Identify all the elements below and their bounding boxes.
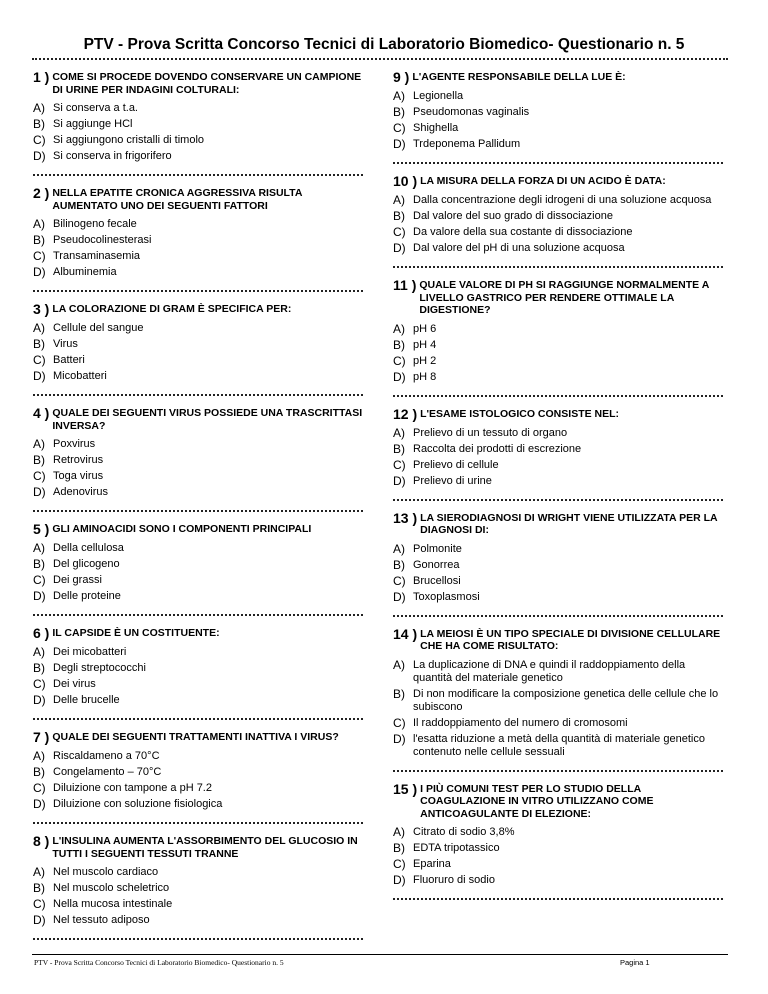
answer-option (33, 882, 363, 895)
answer-option (33, 266, 363, 279)
answer-option (393, 688, 723, 714)
answer-text: Prelievo di urine (413, 474, 492, 487)
question-text: LA MEIOSI È UN TIPO SPECIALE DI DIVISIONE CELLULARE CHE HA COME RISULTATO: (420, 627, 721, 652)
answer-option (393, 122, 723, 135)
answer-letter: A) (33, 645, 45, 659)
answer-option (393, 242, 723, 255)
answer-list (33, 542, 363, 603)
answer-letter: A) (33, 321, 45, 335)
answer-option (393, 717, 723, 730)
answer-letter: B) (33, 117, 45, 131)
answer-text: Delle proteine (53, 590, 121, 602)
question-block (393, 66, 723, 164)
answer-letter: A) (393, 89, 405, 103)
answer-letter: D) (393, 473, 406, 488)
answer-option (393, 427, 723, 440)
question-text: COME SI PROCEDE DOVENDO CONSERVARE UN CAMPIONE DI URINE PER INDAGINI COLTURALI: (52, 71, 362, 96)
answer-letter: C) (393, 353, 406, 368)
question-header (393, 70, 723, 84)
answer-letter: D) (393, 137, 406, 151)
answer-option (33, 470, 363, 483)
answer-letter: D) (33, 369, 46, 383)
question-block (393, 778, 723, 901)
question-block (33, 622, 363, 720)
answer-letter: C) (393, 573, 406, 588)
answer-text: Il raddoppiamento del numero di cromosomi (413, 716, 628, 729)
answer-text: Fluoruro di sodio (413, 874, 495, 886)
question-number: 7 ) (33, 729, 50, 745)
answer-letter: C) (393, 457, 406, 472)
answer-option (393, 575, 723, 588)
answer-text: Citrato di sodio 3,8% (413, 826, 515, 838)
answer-text: Dei virus (53, 678, 96, 690)
question-text: LA COLORAZIONE DI GRAM È SPECIFICA PER: (52, 303, 292, 315)
question-text: LA MISURA DELLA FORZA DI UN ACIDO È DATA: (420, 175, 666, 187)
answer-option (393, 323, 723, 336)
answer-text: pH 8 (413, 370, 437, 383)
question-text: LA SIERODIAGNOSI DI WRIGHT VIENE UTILIZZATA PER LA DIAGNOSI DI: (420, 511, 718, 536)
answer-option (393, 733, 723, 759)
answer-letter: D) (393, 873, 406, 887)
question-text: L'INSULINA AUMENTA L'ASSORBIMENTO DEL GLUCOSIO IN TUTTI I SEGUENTI TESSUTI TRANNE (52, 835, 358, 860)
answer-option (33, 218, 363, 231)
answer-option (33, 542, 363, 555)
question-number: 6 ) (33, 625, 50, 641)
answer-list (33, 750, 363, 811)
page-title: PTV - Prova Scritta Concorso Tecnici di Laboratorio Biomedico- Questionario n. 5 (83, 36, 685, 53)
answer-text: Retrovirus (53, 454, 104, 466)
question-header (33, 626, 363, 640)
answer-option (393, 874, 723, 887)
answer-letter: D) (33, 913, 46, 927)
question-header (33, 730, 363, 744)
right-column (393, 66, 723, 906)
answer-option (33, 898, 363, 911)
answer-text: Della cellulosa (53, 542, 124, 554)
answer-option (33, 486, 363, 499)
answer-option (393, 543, 723, 556)
question-header (393, 782, 723, 821)
question-block (33, 518, 363, 616)
page-number: Pagina 1 (620, 958, 650, 967)
answer-option (33, 118, 363, 131)
answer-letter: A) (393, 825, 405, 839)
answer-option (393, 226, 723, 239)
answer-text: Cellule del sangue (53, 322, 144, 334)
question-text: QUALE DEI SEGUENTI VIRUS POSSIEDE UNA TRASCRITTASI INVERSA? (52, 407, 363, 432)
answer-letter: A) (393, 541, 405, 556)
answer-text: Poxvirus (53, 438, 96, 450)
footer-divider (32, 954, 728, 955)
answer-letter: A) (393, 425, 405, 440)
answer-letter: C) (393, 715, 406, 730)
footer-title: PTV - Prova Scritta Concorso Tecnici di Laboratorio Biomedico- Questionario n. 5 (34, 958, 284, 967)
answer-text: Brucellosi (413, 574, 461, 587)
question-number: 1 ) (33, 69, 50, 85)
question-text: IL CAPSIDE È UN COSTITUENTE: (52, 627, 220, 639)
answer-letter: B) (393, 841, 405, 855)
answer-text: La duplicazione di DNA e quindi il raddoppiamento della quantità del materiale genetico (413, 658, 686, 684)
answer-text: Adenovirus (53, 486, 109, 498)
question-number: 10 ) (393, 173, 418, 189)
answer-letter: A) (33, 749, 45, 763)
question-header (393, 627, 723, 653)
answer-letter: C) (393, 121, 406, 135)
answer-option (33, 322, 363, 335)
question-text: QUALE DEI SEGUENTI TRATTAMENTI INATTIVA I VIRUS? (52, 731, 339, 743)
question-header (393, 278, 723, 317)
answer-text: Trdeponema Pallidum (413, 138, 521, 150)
answer-text: Si conserva a t.a. (53, 102, 138, 114)
answer-list (33, 102, 363, 163)
answer-option (393, 210, 723, 223)
answer-letter: C) (33, 677, 46, 691)
answer-option (393, 459, 723, 472)
answer-option (33, 250, 363, 263)
answer-text: Bilinogeno fecale (53, 218, 137, 230)
question-block (33, 726, 363, 824)
answer-text: Prelievo di un tessuto di organo (413, 426, 568, 439)
answer-text: Nel tessuto adiposo (53, 914, 150, 926)
answer-letter: C) (33, 897, 46, 911)
question-number: 13 ) (393, 509, 418, 526)
answer-option (393, 858, 723, 871)
answer-letter: D) (393, 731, 406, 746)
answer-letter: D) (33, 693, 46, 707)
question-number: 8 ) (33, 833, 50, 849)
answer-option (33, 454, 363, 467)
answer-list (33, 866, 363, 927)
question-header (33, 834, 363, 860)
answer-text: Si aggiungono cristalli di timolo (53, 134, 205, 146)
question-text: QUALE VALORE DI PH SI RAGGIUNGE NORMALMENTE A LIVELLO GASTRICO PER RENDERE OTTIMALE LA DIGESTIONE? (419, 279, 709, 316)
answer-letter: D) (33, 149, 46, 163)
question-block (393, 623, 723, 772)
answer-text: Da valore della sua costante di dissociazione (413, 226, 633, 238)
answer-text: Gonorrea (413, 558, 460, 571)
answer-text: EDTA tripotassico (413, 842, 500, 854)
answer-text: Micobatteri (53, 370, 107, 382)
answer-list (393, 90, 723, 151)
answer-text: Dal valore del pH di una soluzione acquosa (413, 242, 625, 254)
answer-letter: A) (33, 101, 45, 115)
answer-option (33, 134, 363, 147)
answer-option (33, 678, 363, 691)
question-header (33, 522, 363, 536)
question-number: 15 ) (393, 780, 418, 797)
question-block (33, 830, 363, 940)
question-header (393, 407, 723, 421)
answer-option (393, 106, 723, 119)
answer-letter: B) (33, 881, 45, 895)
answer-option (33, 574, 363, 587)
answer-text: Nel muscolo scheletrico (53, 882, 170, 894)
left-column (33, 66, 363, 946)
question-text: I PIÙ COMUNI TEST PER LO STUDIO DELLA COAGULAZIONE IN VITRO UTILIZZANO COME ANTICOAGULANTE DI ELEZIONE: (420, 782, 654, 820)
answer-list (393, 543, 723, 604)
answer-letter: A) (393, 321, 405, 336)
answer-text: Congelamento – 70°C (53, 766, 162, 778)
answer-letter: D) (393, 589, 406, 604)
answer-text: Toga virus (53, 470, 104, 482)
answer-letter: C) (33, 469, 46, 483)
answer-option (33, 558, 363, 571)
answer-letter: A) (33, 217, 45, 231)
answer-letter: C) (33, 133, 46, 147)
answer-letter: B) (393, 557, 405, 572)
answer-option (33, 662, 363, 675)
answer-letter: B) (33, 765, 45, 779)
answer-option (33, 438, 363, 451)
answer-text: Degli streptococchi (53, 662, 146, 674)
answer-letter: A) (393, 657, 405, 672)
answer-option (393, 355, 723, 368)
question-number: 9 ) (393, 69, 410, 85)
question-number: 12 ) (393, 405, 418, 422)
answer-letter: A) (393, 193, 405, 207)
answer-text: Dei micobatteri (53, 646, 127, 658)
question-number: 5 ) (33, 521, 50, 537)
answer-letter: D) (33, 589, 46, 603)
answer-text: Riscaldameno a 70°C (53, 750, 160, 762)
answer-text: Delle brucelle (53, 694, 120, 706)
answer-option (393, 90, 723, 103)
answer-option (33, 798, 363, 811)
answer-text: Di non modificare la composizione genetica delle cellule che lo subiscono (413, 687, 719, 713)
question-text: L'ESAME ISTOLOGICO CONSISTE NEL: (420, 407, 620, 420)
answer-letter: D) (393, 241, 406, 255)
answer-text: Dalla concentrazione degli idrogeni di una soluzione acquosa (413, 194, 712, 206)
question-block (33, 66, 363, 176)
answer-text: Virus (53, 338, 78, 350)
answer-letter: B) (33, 453, 45, 467)
answer-option (33, 150, 363, 163)
question-text: GLI AMINOACIDI SONO I COMPONENTI PRINCIPALI (52, 523, 312, 535)
answer-text: pH 4 (413, 338, 437, 351)
question-header (393, 511, 723, 537)
answer-text: Del glicogeno (53, 558, 120, 570)
answer-option (393, 194, 723, 207)
answer-list (393, 659, 723, 759)
answer-option (393, 138, 723, 151)
answer-text: Legionella (413, 90, 464, 102)
answer-letter: B) (33, 557, 45, 571)
answer-letter: C) (33, 249, 46, 263)
answer-letter: C) (33, 573, 46, 587)
answer-option (33, 338, 363, 351)
answer-text: Eparina (413, 858, 451, 870)
question-block (393, 170, 723, 268)
answer-text: Nella mucosa intestinale (53, 898, 173, 910)
answer-letter: B) (393, 686, 405, 701)
answer-option (393, 591, 723, 604)
answer-list (33, 218, 363, 279)
question-number: 2 ) (33, 185, 50, 201)
question-block (393, 274, 723, 397)
answer-letter: B) (393, 209, 405, 223)
answer-letter: C) (393, 857, 406, 871)
question-block (393, 507, 723, 617)
answer-option (33, 766, 363, 779)
answer-list (393, 826, 723, 887)
answer-option (33, 914, 363, 927)
answer-text: Si conserva in frigorifero (53, 150, 172, 162)
question-block (33, 402, 363, 512)
answer-letter: D) (33, 485, 46, 499)
question-header (33, 186, 363, 212)
answer-option (393, 371, 723, 384)
answer-text: Dal valore del suo grado di dissociazione (413, 210, 613, 222)
answer-text: l'esatta riduzione a metà della quantità di materiale genetico contenuto nelle cellule sessuali (413, 732, 705, 758)
answer-option (33, 102, 363, 115)
answer-list (393, 194, 723, 255)
answer-text: Pseudocolinesterasi (53, 234, 152, 246)
question-block (33, 182, 363, 292)
question-text: NELLA EPATITE CRONICA AGGRESSIVA RISULTA AUMENTATO UNO DEI SEGUENTI FATTORI (52, 187, 303, 212)
answer-letter: C) (33, 353, 46, 367)
answer-option (33, 750, 363, 763)
answer-option (393, 842, 723, 855)
answer-option (33, 694, 363, 707)
answer-letter: B) (393, 337, 405, 352)
answer-list (33, 646, 363, 707)
answer-list (393, 427, 723, 488)
answer-text: Polmonite (413, 542, 462, 555)
answer-letter: B) (393, 105, 405, 119)
answer-text: pH 6 (413, 322, 437, 335)
answer-option (33, 590, 363, 603)
answer-option (33, 782, 363, 795)
answer-text: Nel muscolo cardiaco (53, 866, 159, 878)
answer-text: Transaminasemia (53, 250, 141, 262)
answer-letter: D) (393, 369, 406, 384)
answer-option (33, 354, 363, 367)
question-number: 4 ) (33, 405, 50, 421)
answer-letter: B) (33, 661, 45, 675)
question-number: 3 ) (33, 301, 50, 317)
answer-list (33, 438, 363, 499)
question-text: L'AGENTE RESPONSABILE DELLA LUE È: (412, 71, 626, 83)
answer-letter: B) (393, 441, 405, 456)
answer-list (393, 323, 723, 384)
question-header (33, 406, 363, 432)
answer-text: Prelievo di cellule (413, 458, 499, 471)
answer-text: Dei grassi (53, 574, 102, 586)
answer-option (393, 475, 723, 488)
answer-option (33, 866, 363, 879)
answer-option (33, 646, 363, 659)
answer-letter: D) (33, 797, 46, 811)
answer-letter: D) (33, 265, 46, 279)
question-block (33, 298, 363, 396)
answer-letter: A) (33, 437, 45, 451)
answer-text: Pseudomonas vaginalis (413, 106, 530, 118)
answer-text: Batteri (53, 354, 85, 366)
answer-text: Raccolta dei prodotti di escrezione (413, 442, 582, 455)
answer-letter: B) (33, 233, 45, 247)
answer-option (393, 339, 723, 352)
answer-text: Diluizione con soluzione fisiologica (53, 798, 223, 810)
answer-text: Diluizione con tampone a pH 7.2 (53, 782, 212, 794)
answer-text: Shighella (413, 122, 459, 134)
answer-option (393, 559, 723, 572)
answer-text: Si aggiunge HCl (53, 118, 133, 130)
answer-letter: A) (33, 541, 45, 555)
answer-text: pH 2 (413, 354, 437, 367)
answer-option (393, 443, 723, 456)
answer-option (393, 659, 723, 685)
question-block (393, 403, 723, 501)
question-header (33, 70, 363, 96)
answer-list (33, 322, 363, 383)
answer-letter: A) (33, 865, 45, 879)
question-header (393, 174, 723, 188)
answer-letter: C) (393, 225, 406, 239)
answer-text: Albuminemia (53, 266, 117, 278)
answer-option (33, 370, 363, 383)
answer-letter: C) (33, 781, 46, 795)
question-number: 11 ) (393, 277, 417, 293)
answer-letter: B) (33, 337, 45, 351)
header-divider (32, 58, 728, 60)
answer-option (33, 234, 363, 247)
answer-option (393, 826, 723, 839)
question-number: 14 ) (393, 625, 418, 642)
answer-text: Toxoplasmosi (413, 590, 480, 603)
question-header (33, 302, 363, 316)
